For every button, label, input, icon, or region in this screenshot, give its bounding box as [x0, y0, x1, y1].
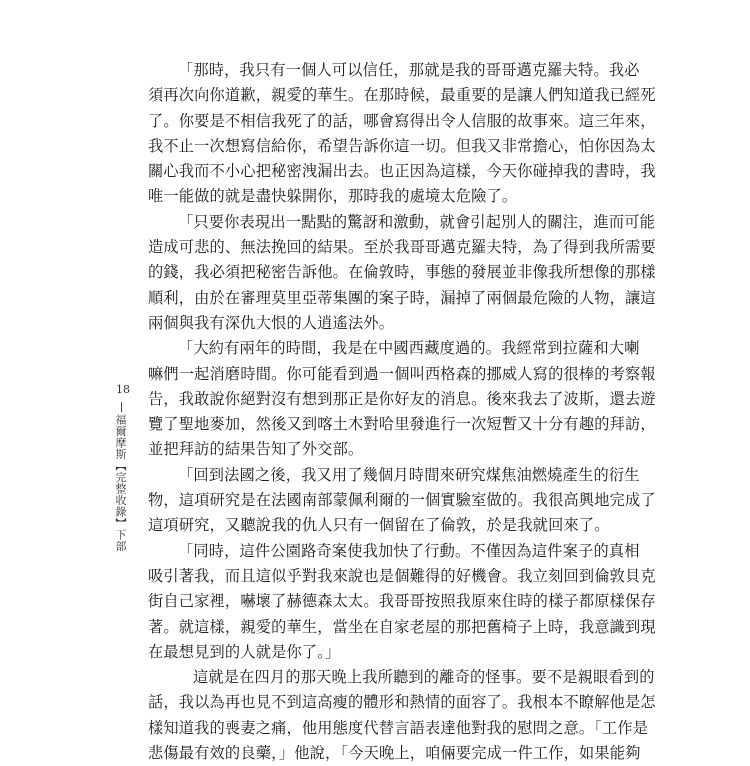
text-line: 告，我敢說你絕對沒有想到那正是你好友的消息。後來我去了波斯，還去遊 — [148, 389, 656, 408]
text-line: 唯一能做的就是盡快躲開你，那時我的處境太危險了。 — [148, 187, 518, 206]
text-line: 兩個與我有深仇大恨的人逍遙法外。 — [148, 313, 395, 332]
text-line: 「回到法國之後，我又用了幾個月時間來研究煤焦油燃燒產生的衍生 — [178, 465, 640, 484]
text-line: 吸引著我，而且這似乎對我來說也是個難得的好機會。我立刻回到倫敦貝克 — [148, 566, 656, 585]
text-line: 「大約有兩年的時間，我是在中國西藏度過的。我經常到拉薩和大喇 — [178, 339, 640, 358]
text-line: 話，我以為再也見不到這高瘦的體形和熱情的面容了。我根本不瞭解他是怎 — [148, 693, 656, 712]
text-line: 在最想見到的人就是你了。」 — [148, 642, 341, 661]
text-line: 街自己家裡，嚇壞了赫德森太太。我哥哥按照我原來住時的樣子都原樣保存 — [148, 592, 656, 611]
text-line: 「同時，這件公園路奇案使我加快了行動。不僅因為這件案子的真相 — [178, 541, 640, 560]
text-line: 著。就這樣，親愛的華生，當坐在自家老屋的那把舊椅子上時，我意識到現 — [148, 617, 656, 636]
text-line: 並把拜訪的結果告知了外交部。 — [148, 440, 364, 459]
text-line: 「只要你表現出一點點的驚訝和激動，就會引起別人的關注，進而可能 — [178, 212, 656, 231]
text-line: 這就是在四月的那天晚上我所聽到的離奇的怪事。要不是親眼看到的 — [193, 668, 655, 687]
text-line: 「那時，我只有一個人可以信任，那就是我的哥哥邁克羅夫特。我必 — [178, 61, 640, 79]
text-line: 覽了聖地麥加，然後又到喀土木對哈里發進行一次短暫又十分有趣的拜訪， — [148, 415, 656, 434]
text-line: 物，這項研究是在法國南部蒙佩利爾的一個實驗室做的。我很高興地完成了 — [148, 491, 656, 510]
text-line: 這項研究，又聽說我的仇人只有一個留在了倫敦，於是我就回來了。 — [148, 516, 610, 535]
text-line: 的錢，我必須把秘密告訴他。在倫敦時，事態的發展並非像我所想像的那樣 — [148, 263, 656, 282]
text-line: 樣知道我的喪妻之痛，他用態度代替言語表達他對我的慰問之意。「工作是 — [148, 718, 649, 737]
text-line: 嘛們一起消磨時間。你可能看到過一個叫西格森的挪威人寫的很棒的考察報 — [148, 364, 656, 383]
running-head: 福爾摩斯【完整收錄】下部 — [114, 414, 127, 552]
text-line: 造成可悲的、無法挽回的結果。至於我哥哥邁克羅夫特，為了得到我所需要 — [148, 238, 656, 257]
body-text — [148, 58, 656, 766]
text-line: 須再次向你道歉，親愛的華生。在那時候，最重要的是讓人們知道我已經死 — [148, 86, 656, 105]
page-number-divider — [121, 402, 122, 412]
text-line: 關心我而不小心把秘密洩漏出去。也正因為這樣，今天你碰掉我的書時，我 — [148, 162, 656, 181]
page-number: 18 — [116, 383, 130, 396]
text-line: 悲傷最有效的良藥，」他說，「今天晚上，咱倆要完成一件工作，如果能夠 — [148, 744, 641, 763]
text-line: 順利，由於在審理莫里亞蒂集團的案子時，漏掉了兩個最危險的人物，讓這 — [148, 288, 656, 307]
text-line: 我不止一次想寫信給你，希望告訴你這一切。但我又非常擔心，怕你因為太 — [148, 136, 656, 155]
text-line: 了。你要是不相信我死了的話，哪會寫得出令人信服的故事來。這三年來， — [148, 111, 656, 130]
